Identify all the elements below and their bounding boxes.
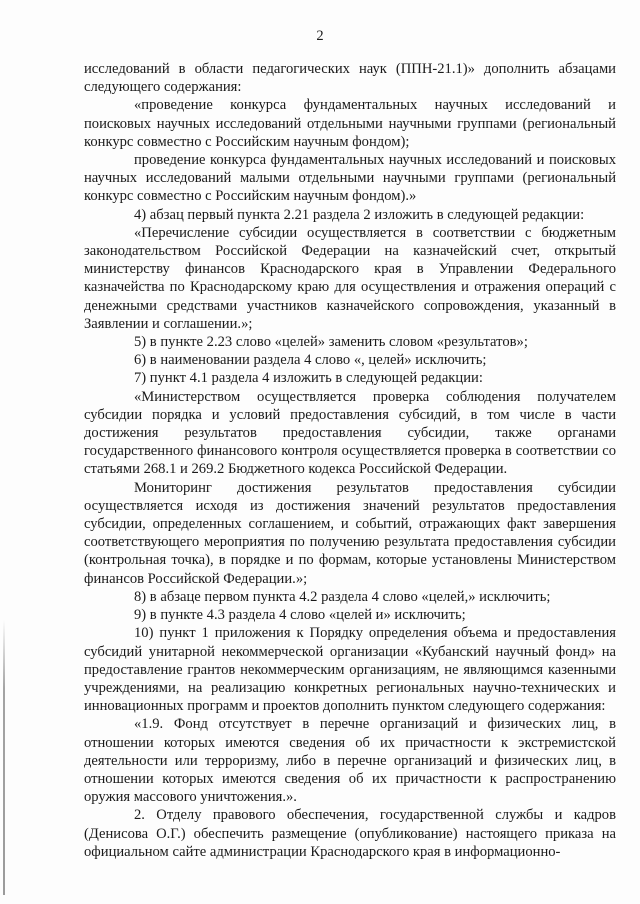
paragraph-item-10: 10) пункт 1 приложения к Порядку определения объема и предоставления субсидий унитарной некоммерческой организации «Кубанский научный фонд» на предоставление грантов некоммерческим организациям, не являющимся казенными учреждениями, на реализацию конкретных региональных научно-технических и инновационных программ и проектов дополнить пунктом следующего содержания: (84, 625, 616, 715)
paragraph-item-8: 8) в абзаце первом пункта 4.2 раздела 4 слово «целей,» исключить; (134, 588, 551, 605)
paragraph-small-groups-contest: проведение конкурса фундаментальных научных исследований и поисковых научных исследований малыми отдельными научными группами (региональный конкурс совместно с Российским научным фондом).» (84, 152, 616, 205)
paragraph-continuation: исследований в области педагогических наук (ППН-21.1)» дополнить абзацами следующего содержания: (84, 61, 616, 96)
paragraph-section-2: 2. Отделу правового обеспечения, государственной службы и кадров (Денисова О.Г.) обеспечить размещение (опубликование) настоящего приказа на официальном сайте администрации Краснодарского края в информационно- (84, 807, 616, 860)
page-number: 2 (316, 28, 324, 44)
paragraph-quote-regional-contest: «проведение конкурса фундаментальных научных исследований и поисковых научных исследований отдельными научными группами (региональный конкурс совместно с Российским научным фондом); (84, 97, 616, 150)
paragraph-item-9: 9) в пункте 4.3 раздела 4 слово «целей и» исключить; (134, 607, 466, 624)
paragraph-item-6: 6) в наименовании раздела 4 слово «, целей» исключить; (134, 352, 487, 369)
document-body (84, 60, 616, 861)
paragraph-subsidy-transfer: «Перечисление субсидии осуществляется в соответствии с бюджетным законодательством Российской Федерации на казначейский счет, открытый министерству финансов Краснодарского края в Управлении Федерального казначейства по Краснодарскому краю для осуществления и отражения операций с денежными средствами участников казначейского сопровождения, указанный в Заявлении и соглашении.»; (84, 224, 616, 332)
paragraph-monitoring: Мониторинг достижения результатов предоставления субсидии осуществляется исходя из достижения значений результатов предоставления субсидии, определенных соглашением, и событий, отражающих факт завершения соответствующего мероприятия по получению результата предоставления субсидии (контрольная точка), в порядке и по формам, которые установлены Министерством финансов Российской Федерации.»; (84, 479, 616, 587)
paragraph-item-5: 5) в пункте 2.23 слово «целей» заменить словом «результатов»; (134, 334, 528, 351)
paragraph-clause-1-9: «1.9. Фонд отсутствует в перечне организаций и физических лиц, в отношении которых имеются сведения об их причастности к экстремистской деятельности или терроризму, либо в перечне организаций и физических лиц, в отношении которых имеются сведения об их причастности к распространению оружия массового уничтожения.». (84, 716, 616, 806)
paragraph-item-4: 4) абзац первый пункта 2.21 раздела 2 изложить в следующей редакции: (134, 206, 585, 223)
paragraph-ministry-check: «Министерством осуществляется проверка соблюдения получателем субсидии порядка и условий предоставления субсидий, в том числе в части достижения результатов предоставления субсидии, также органами государственного финансового контроля осуществляется проверка в соответствии со статьями 268.1 и 269.2 Бюджетного кодекса Российской Федерации. (84, 388, 616, 478)
paragraph-item-7: 7) пункт 4.1 раздела 4 изложить в следующей редакции: (134, 370, 483, 387)
scan-edge-shadow (3, 620, 5, 895)
